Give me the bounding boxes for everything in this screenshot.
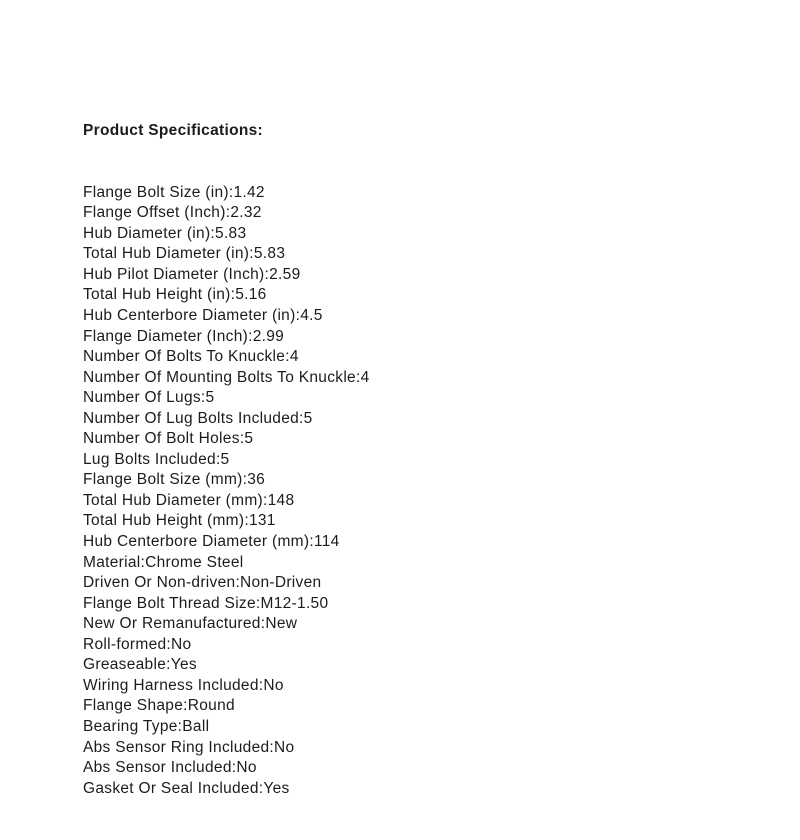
spec-label: Total Hub Diameter (mm)	[83, 491, 264, 509]
spec-separator: :	[269, 738, 275, 756]
spec-line	[83, 594, 370, 615]
spec-value: Ball	[182, 717, 210, 735]
spec-line	[83, 203, 370, 224]
spec-separator: :	[228, 183, 234, 201]
spec-separator: :	[248, 327, 253, 345]
spec-separator: :	[177, 717, 183, 735]
spec-line	[83, 244, 370, 265]
spec-line	[83, 327, 370, 348]
spec-line	[83, 573, 370, 594]
spec-label: Roll-formed	[83, 635, 167, 653]
spec-separator: :	[285, 348, 290, 366]
spec-label: Total Hub Height (mm)	[83, 512, 245, 530]
spec-line	[83, 470, 370, 491]
spec-line	[83, 409, 370, 430]
spec-value: 2.32	[230, 204, 262, 222]
spec-label: Gasket Or Seal Included	[83, 779, 259, 797]
spec-line	[83, 388, 370, 409]
spec-value: No	[236, 759, 257, 777]
spec-line	[83, 306, 370, 327]
spec-label: Number Of Mounting Bolts To Knuckle	[83, 368, 356, 386]
spec-label: Abs Sensor Included	[83, 759, 232, 777]
spec-label: Flange Shape	[83, 697, 184, 715]
spec-value: No	[263, 676, 284, 694]
spec-line	[83, 758, 370, 779]
spec-separator: :	[210, 224, 216, 242]
spec-separator: :	[260, 615, 266, 633]
spec-separator: :	[295, 307, 301, 325]
spec-line	[83, 347, 370, 368]
spec-value: 2.59	[269, 265, 301, 283]
spec-label: Number Of Bolt Holes	[83, 430, 240, 448]
spec-label: Material	[83, 553, 141, 571]
spec-label: Flange Bolt Size (in)	[83, 183, 229, 201]
spec-line	[83, 635, 370, 656]
spec-label: Abs Sensor Ring Included	[83, 738, 270, 756]
spec-label: Lug Bolts Included	[83, 450, 216, 468]
spec-separator: :	[242, 471, 248, 489]
spec-separator: :	[309, 533, 314, 551]
spec-value: Round	[187, 697, 235, 715]
spec-value: 4	[289, 348, 299, 366]
spec-separator: :	[239, 430, 245, 448]
spec-line	[83, 717, 370, 738]
spec-line	[83, 368, 370, 389]
spec-label: Number Of Lugs	[83, 389, 201, 407]
spec-line	[83, 224, 370, 245]
spec-line	[83, 655, 370, 676]
spec-label: Greaseable	[83, 656, 167, 674]
spec-value: 1.42	[233, 183, 265, 201]
spec-line	[83, 183, 370, 204]
spec-label: New Or Remanufactured	[83, 615, 261, 633]
spec-label: Total Hub Diameter (in)	[83, 245, 250, 263]
spec-label: Wiring Harness Included	[83, 676, 259, 694]
spec-line	[83, 696, 370, 717]
specifications-heading: Product Specifications:	[83, 122, 264, 140]
spec-value: 114	[313, 533, 340, 551]
spec-value: 131	[248, 512, 276, 530]
spec-line	[83, 676, 370, 697]
spec-value: 2.99	[252, 327, 285, 345]
spec-value: Non-Driven	[240, 574, 322, 592]
specifications-list	[83, 183, 370, 799]
spec-value: 5	[220, 450, 230, 468]
spec-label: Number Of Bolts To Knuckle	[83, 348, 286, 366]
spec-label: Hub Centerbore Diameter (in)	[83, 307, 296, 325]
spec-value: No	[171, 635, 192, 653]
spec-line	[83, 532, 370, 553]
spec-label: Driven Or Non-driven	[83, 574, 236, 592]
spec-separator: :	[299, 409, 304, 427]
spec-separator: :	[231, 759, 237, 777]
spec-value: 5	[244, 430, 254, 448]
spec-separator: :	[183, 697, 188, 715]
spec-value: M12-1.50	[260, 594, 329, 612]
spec-label: Hub Pilot Diameter (Inch)	[83, 265, 265, 283]
spec-label: Number Of Lug Bolts Included	[83, 409, 300, 427]
spec-value: Yes	[263, 779, 290, 797]
spec-line	[83, 553, 370, 574]
spec-line	[83, 779, 370, 800]
spec-value: 5.16	[235, 286, 267, 304]
spec-separator: :	[235, 574, 241, 592]
spec-separator: :	[244, 512, 249, 530]
spec-line	[83, 614, 370, 635]
spec-line	[83, 429, 370, 450]
spec-value: 5	[205, 389, 215, 407]
spec-label: Hub Diameter (in)	[83, 224, 211, 242]
spec-value: 36	[247, 471, 266, 489]
spec-separator: :	[249, 245, 254, 263]
spec-line	[83, 450, 370, 471]
spec-separator: :	[166, 656, 171, 674]
spec-separator: :	[200, 389, 206, 407]
spec-value: 4.5	[300, 307, 323, 325]
spec-label: Flange Offset (Inch)	[83, 204, 226, 222]
spec-line	[83, 738, 370, 759]
spec-separator: :	[258, 676, 264, 694]
spec-value: 4	[360, 368, 370, 386]
spec-line	[83, 491, 370, 512]
spec-label: Flange Bolt Size (mm)	[83, 471, 243, 489]
spec-value: No	[274, 738, 295, 756]
spec-label: Flange Bolt Thread Size	[83, 594, 256, 612]
spec-value: Yes	[170, 656, 197, 674]
spec-separator: :	[230, 286, 236, 304]
spec-separator: :	[263, 491, 268, 509]
spec-value: New	[265, 615, 298, 633]
spec-label: Bearing Type	[83, 717, 178, 735]
spec-line	[83, 285, 370, 306]
spec-separator: :	[166, 635, 172, 653]
spec-separator: :	[264, 265, 270, 283]
spec-value: 5.83	[253, 245, 286, 263]
spec-separator: :	[225, 204, 231, 222]
spec-label: Flange Diameter (Inch)	[83, 327, 249, 345]
spec-value: 5	[303, 409, 313, 427]
spec-value: 5.83	[215, 224, 247, 242]
spec-line	[83, 511, 370, 532]
spec-line	[83, 265, 370, 286]
spec-separator: :	[140, 553, 146, 571]
spec-separator: :	[258, 779, 264, 797]
spec-separator: :	[355, 368, 361, 386]
spec-value: Chrome Steel	[145, 553, 244, 571]
product-specifications-section	[83, 80, 370, 840]
spec-separator: :	[215, 450, 221, 468]
spec-value: 148	[267, 491, 295, 509]
spec-separator: :	[255, 594, 261, 612]
spec-label: Hub Centerbore Diameter (mm)	[83, 533, 310, 551]
spec-label: Total Hub Height (in)	[83, 286, 231, 304]
